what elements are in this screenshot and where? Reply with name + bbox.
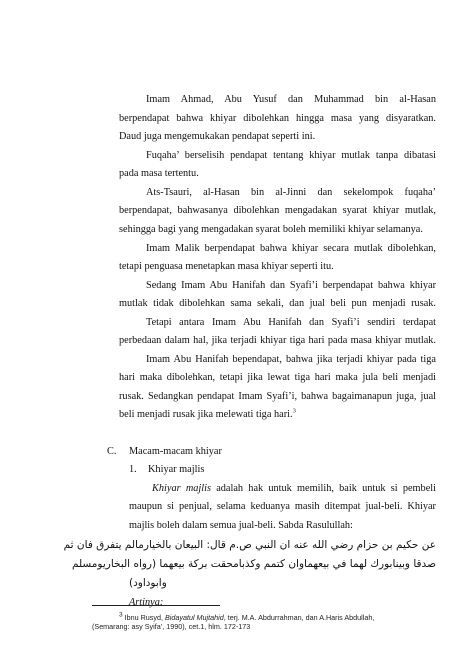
section-heading: Macam-macam khiyar xyxy=(129,446,222,457)
footnote-divider xyxy=(92,605,220,606)
p3-line-2: berpendapat, bahwasanya dibolehkan mengadakan syarat khiyar mutlak, xyxy=(119,205,436,216)
footnote-line-2: (Semarang: asy Syifa’, 1990), cet.1, hlm. 172-173 xyxy=(92,622,251,631)
khiyar-term: Khiyar majlis xyxy=(152,483,211,494)
p7-line-1: Imam Abu Hanifah bependapat, bahwa jika terjadi khiyar pada tiga xyxy=(146,354,436,365)
p1-line-3: Daud juga mengemukakan pendapat seperti ini. xyxy=(119,131,316,142)
translation-label: Artinya: xyxy=(129,597,164,608)
subsection-number: 1. xyxy=(129,464,137,475)
khiyar-line-2: maupun si penjual, selama keduanya masih ditempat jual-beli. Khiyar xyxy=(129,501,436,512)
footnote-line-1 xyxy=(119,613,374,622)
footnote-translator: , terj. M.A. Abdurrahman, dan A.Haris Abdullah, xyxy=(223,613,375,622)
p6-line-2: perbedaan dalam hal, jika terjadi khiyar tiga hari pada masa khiyar mutlak. xyxy=(119,335,436,346)
p7-line-2: hari maka dibolehkan, tetapi jika lewat tiga hari maka jula beli menjadi xyxy=(119,372,436,383)
p2-line-2: pada masa tertentu. xyxy=(119,168,199,179)
arabic-hadith-line-3: وابوداود) xyxy=(129,577,167,589)
p5-line-2: mutlak tidak dibolehkan sama sekali, dan jual beli pun menjadi rusak. xyxy=(119,298,436,309)
footnote-reference[interactable]: 3 xyxy=(292,407,296,415)
footnote-book-title: Bidayatul Mujtahid xyxy=(164,613,224,622)
p1-line-1: Imam Ahmad, Abu Yusuf dan Muhammad bin al-Hasan xyxy=(146,94,436,105)
p1-line-2: berpendapat bahwa khiyar dibolehkan hingga masa yang disyaratkan. xyxy=(119,113,436,124)
p4-line-2: tetapi penguasa menetapkan masa khiyar seperti itu. xyxy=(119,261,334,272)
khiyar-line-1-text: adalah hak untuk memilih, baik untuk si pembeli xyxy=(211,483,436,494)
p7-line-4 xyxy=(119,409,296,421)
khiyar-line-1 xyxy=(152,483,436,496)
p2-line-1: Fuqaha’ berselisih pendapat tentang khiyar mutlak tanpa dibatasi xyxy=(146,150,436,161)
p3-line-1: Ats-Tsauri, al-Hasan bin al-Jinni dan sekelompok fuqaha’ xyxy=(146,187,436,198)
p7-line-3: rusak. Sedangkan pendapat Imam Syafi’i, bahwa bagaimanapun juga, jual xyxy=(119,391,436,402)
p3-line-3: sehingga bagi yang mengadakan syarat boleh memiliki khiyar selamanya. xyxy=(119,224,423,235)
p4-line-1: Imam Malik berpendapat bahwa khiyar secara mutlak dibolehkan, xyxy=(146,243,436,254)
arabic-hadith-line-1: عن حكيم بن حزام رضي الله عنه ان النبي ص.م قال: البيعان بالخيارمالم يتفرق فان ثم xyxy=(63,539,436,551)
footnote-number: 3 xyxy=(119,611,123,619)
subsection-title: Khiyar majlis xyxy=(148,464,205,475)
arabic-hadith-line-2: صدقا وبينابورك لهما في بيعهماوان كتمم وكذبامحقت بركة بيعهما (رواه البخاريومسلم xyxy=(71,558,436,570)
p6-line-1: Tetapi antara Imam Abu Hanifah dan Syafi’i sendiri terdapat xyxy=(146,317,436,328)
footnote-author: Ibnu Rusyd, xyxy=(122,613,165,622)
khiyar-line-3: majlis boleh dalam semua jual-beli. Sabda Rasulullah: xyxy=(129,520,353,531)
p5-line-1: Sedang Imam Abu Hanifah dan Syafi’i berpendapat bahwa khiyar xyxy=(146,280,436,291)
p7-line-4-text: beli menjadi rusak jika melewati tiga hari. xyxy=(119,409,293,420)
section-letter: C. xyxy=(107,446,117,457)
